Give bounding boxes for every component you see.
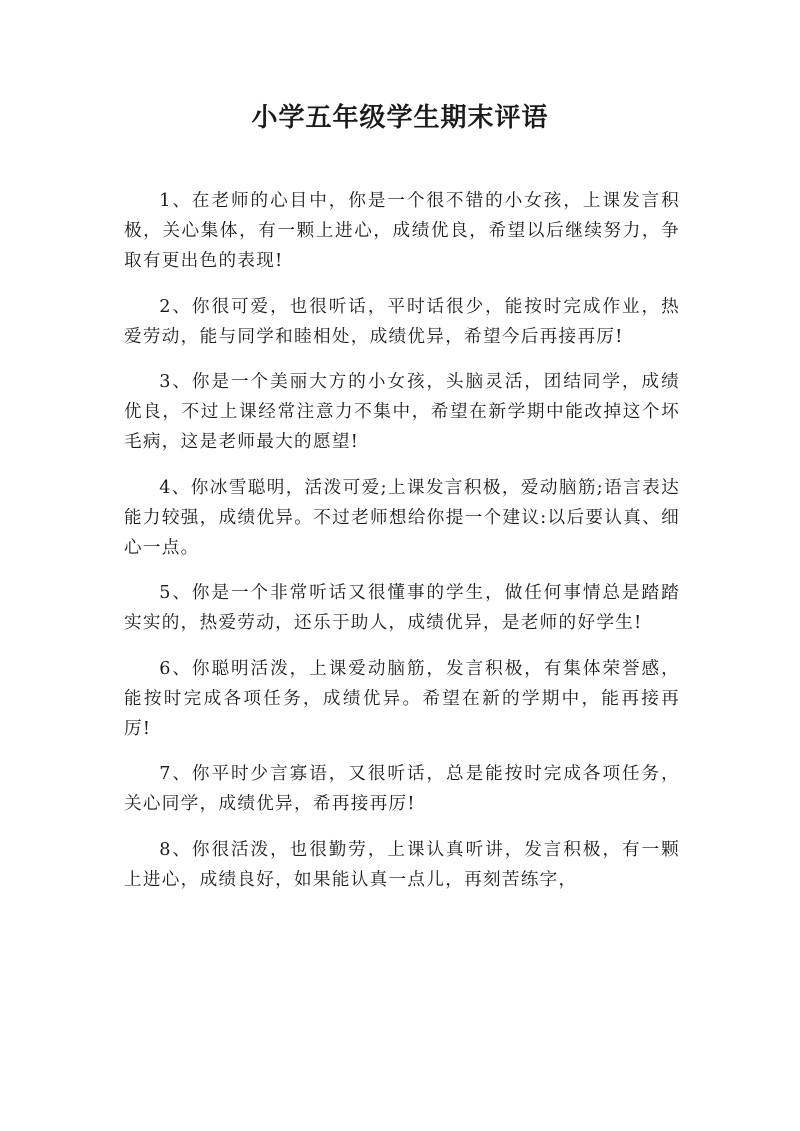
document-title: 小学五年级学生期末评语 xyxy=(251,103,549,133)
comment-paragraph-2: 2、你很可爱，也很听话，平时话很少，能按时完成作业，热爱劳动，能与同学和睦相处，成绩优异，希望今后再接再厉! xyxy=(124,296,680,347)
comment-paragraph-5: 5、你是一个非常听话又很懂事的学生，做任何事情总是踏踏实实的，热爱劳动，还乐于助人，成绩优异，是老师的好学生! xyxy=(124,583,680,633)
comment-paragraph-8: 8、你很活泼，也很勤劳，上课认真听讲，发言积极，有一颗上进心，成绩良好，如果能认真一点儿，再刻苦练字， xyxy=(124,839,680,890)
comment-paragraph-6: 6、你聪明活泼，上课爱动脑筋，发言积极，有集体荣誉感，能按时完成各项任务，成绩优异。希望在新的学期中，能再接再厉! xyxy=(124,658,680,739)
comment-paragraph-7: 7、你平时少言寡语，又很听话，总是能按时完成各项任务，关心同学，成绩优异，希再接再厉! xyxy=(124,764,680,814)
comment-paragraph-3: 3、你是一个美丽大方的小女孩，头脑灵活，团结同学，成绩优良，不过上课经常注意力不集中，希望在新学期中能改掉这个坏毛病，这是老师最大的愿望! xyxy=(124,372,680,452)
comment-paragraph-1: 1、在老师的心目中，你是一个很不错的小女孩，上课发言积极，关心集体，有一颗上进心，成绩优良，希望以后继续努力，争取有更出色的表现! xyxy=(124,191,680,271)
comment-paragraph-4: 4、你冰雪聪明，活泼可爱;上课发言积极，爱动脑筋;语言表达能力较强，成绩优异。不过老师想给你提一个建议:以后要认真、细心一点。 xyxy=(124,477,680,558)
document-body xyxy=(124,186,680,910)
